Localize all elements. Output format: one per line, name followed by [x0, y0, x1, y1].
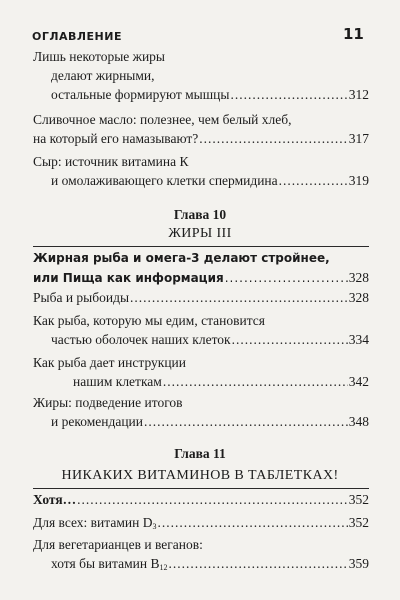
- toc-entry-text: Рыба и рыбоиды: [33, 290, 130, 305]
- toc-entry-text: Как рыба дает инструкции: [33, 355, 186, 370]
- toc-entry-leader: [33, 513, 369, 532]
- toc-entry-text: [33, 513, 156, 532]
- dot-leader: [279, 171, 348, 190]
- toc-entry-leader: [33, 171, 369, 190]
- toc-entry-leader: [33, 129, 369, 148]
- toc-entry-text: Сыр: источник витамина К: [33, 154, 189, 169]
- toc-entry-cheese[interactable]: [33, 152, 369, 190]
- running-head: ОГЛАВЛЕНИЕ: [32, 30, 122, 43]
- dot-leader: [157, 513, 347, 532]
- toc-entry-leader: [33, 330, 369, 349]
- toc-entry-text: делают жирными,: [51, 68, 155, 83]
- toc-page-ref: 359: [348, 556, 369, 571]
- toc-entry-leader: [33, 85, 369, 104]
- toc-page-ref: 352: [348, 515, 369, 530]
- toc-entry-text: и омолаживающего клетки спермидина: [51, 173, 278, 188]
- toc-entry-text: на который его намазывают?: [33, 131, 199, 146]
- toc-entry-text: частью оболочек наших клеток: [51, 332, 231, 347]
- toc-entry-leader: [33, 372, 369, 391]
- toc-page-ref: 348: [348, 414, 369, 429]
- dot-leader: [144, 412, 348, 431]
- toc-entry-text: Жиры: подведение итогов: [33, 395, 183, 410]
- dot-leader: [199, 129, 347, 148]
- toc-entry-text: Лишь некоторые жиры: [33, 49, 166, 64]
- toc-page-ref: 312: [348, 87, 369, 102]
- toc-entry-fats[interactable]: [33, 47, 369, 104]
- toc-entry-text: Для вегетарианцев и веганов:: [33, 537, 203, 552]
- dot-leader: [230, 85, 347, 104]
- chapter-11-name: НИКАКИХ ВИТАМИНОВ В ТАБЛЕТКАХ!: [61, 468, 339, 483]
- toc-entry-fish[interactable]: [33, 288, 369, 307]
- chapter-11-title: Глава 11: [174, 446, 226, 461]
- toc-entry-however[interactable]: [33, 490, 369, 509]
- dot-leader: [130, 288, 348, 307]
- toc-page-ref: 352: [348, 492, 369, 507]
- toc-entry-text: Жирная рыба и омега-3 делают стройнее,: [33, 251, 330, 265]
- toc-entry-leader: [33, 412, 369, 431]
- dot-leader: [232, 330, 348, 349]
- toc-entry-text: Для всех: витамин D: [33, 515, 153, 530]
- toc-page-ref: 319: [348, 173, 369, 188]
- dot-leader: [168, 554, 347, 573]
- toc-entry-text: Сливочное масло: полезнее, чем белый хлеб,: [33, 112, 292, 127]
- subscript: 3: [152, 522, 157, 531]
- toc-entry-vitamin-b12[interactable]: [33, 535, 369, 573]
- toc-page-ref: 342: [348, 374, 369, 389]
- toc-entry-fish-membranes[interactable]: [33, 311, 369, 349]
- toc-page-ref: 328: [348, 270, 369, 285]
- page-number: 11: [343, 25, 364, 43]
- dot-leader: [77, 490, 348, 509]
- toc-entry-leader: [33, 554, 369, 573]
- toc-entry-text: или Пища как информация: [33, 271, 224, 285]
- toc-entry-text: Как рыба, которую мы едим, становится: [33, 313, 265, 328]
- toc-page-ref: 334: [348, 332, 369, 347]
- dot-leader: [163, 372, 348, 391]
- toc-entry-vitamin-d3[interactable]: [33, 513, 369, 532]
- toc-entry-leader: [33, 268, 369, 288]
- toc-entry-text: хотя бы витамин B: [51, 556, 160, 571]
- toc-entry-leader: [33, 490, 369, 509]
- toc-page-ref: 328: [348, 290, 369, 305]
- toc-entry-fish-instructions[interactable]: [33, 353, 369, 391]
- toc-entry-text: остальные формируют мышцы: [51, 87, 230, 102]
- toc-entry-butter[interactable]: [33, 110, 369, 148]
- toc-entry-fats-summary[interactable]: [33, 393, 369, 431]
- toc-entry-fatty-fish[interactable]: [33, 249, 369, 288]
- divider: [33, 488, 369, 489]
- toc-entry-text: и рекомендации: [51, 414, 144, 429]
- toc-entry-text: нашим клеткам: [73, 374, 162, 389]
- chapter-10-name: ЖИРЫ III: [168, 226, 232, 241]
- toc-page-ref: 317: [348, 131, 369, 146]
- dot-leader: [225, 269, 348, 288]
- chapter-10-title: Глава 10: [173, 207, 227, 222]
- toc-entry-text: Хотя…: [33, 492, 77, 507]
- toc-entry-text: [51, 554, 167, 573]
- toc-entry-leader: [33, 288, 369, 307]
- divider: [33, 246, 369, 247]
- subscript: 12: [159, 563, 168, 572]
